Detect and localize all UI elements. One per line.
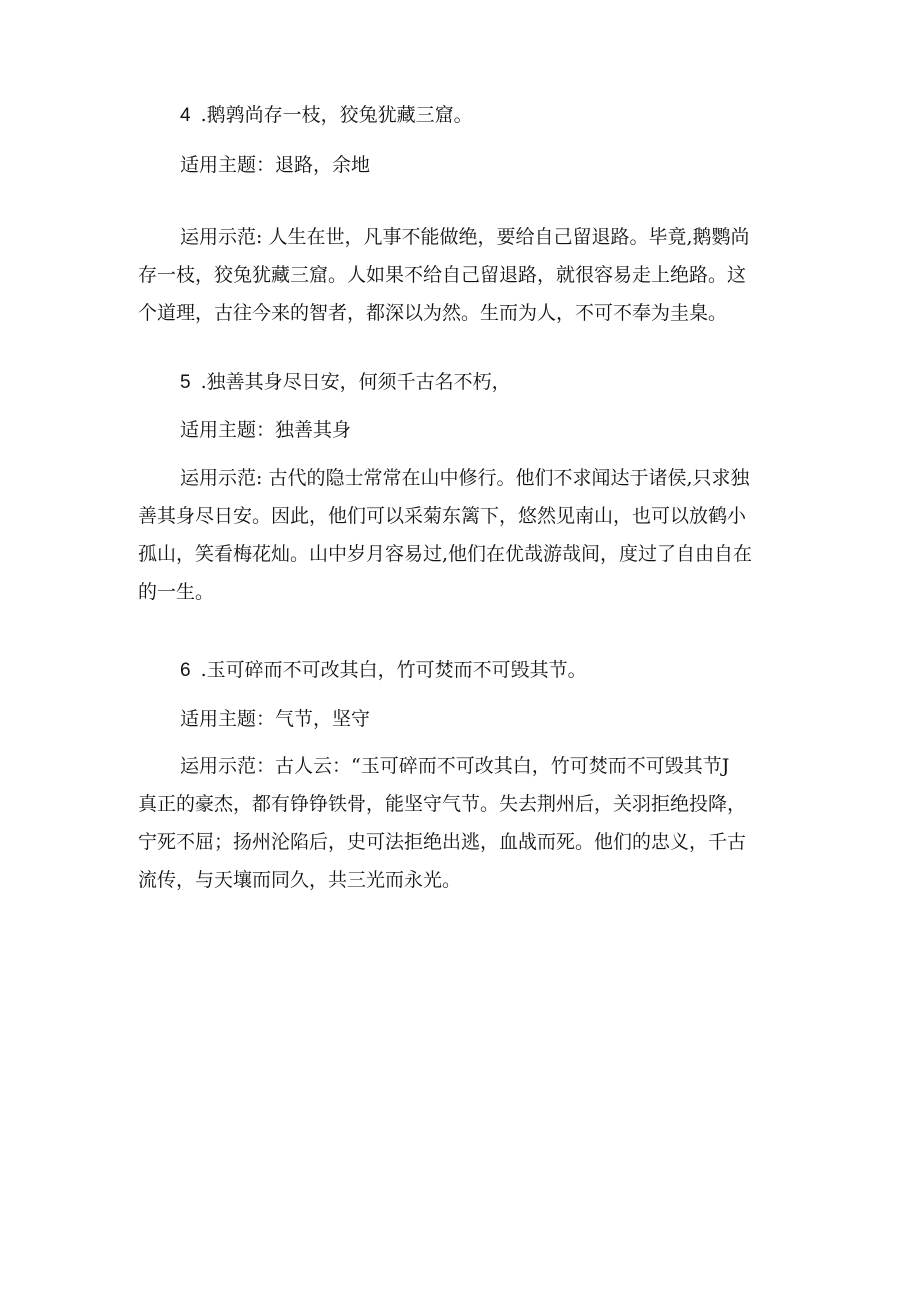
example-line: 善其身尽日安。因此，他们可以采菊东篱下，悠然见南山，也可以放鹤小: [138, 505, 747, 527]
item-title-text: .鹅鹑尚存一枝，狡兔犹藏三窟。: [200, 104, 473, 126]
example-line: 流传，与天壤而同久，共三光而永光。: [138, 869, 462, 891]
item-number: 4: [180, 105, 191, 126]
item-5-title: [138, 363, 788, 402]
item-6-example: [138, 747, 788, 899]
item-number: 5: [180, 372, 191, 393]
item-4-title: [138, 96, 788, 135]
example-line: 宁死不屈；扬州沦陷后，史可法拒绝出逃，血战而死。他们的忠义，千古: [138, 831, 747, 853]
item-title-text: .独善其身尽日安，何须千古名不朽，: [200, 371, 511, 393]
item-5-example: [138, 459, 788, 611]
example-line: 存一枝，狡兔犹藏三窟。人如果不给自己留退路，就很容易走上绝路。这: [138, 264, 747, 286]
item-6-theme: 适用主题：气节，坚守: [180, 708, 371, 730]
example-line: 的一生。: [138, 581, 215, 603]
item-title-text: .玉可碎而不可改其白，竹可焚而不可毁其节。: [200, 659, 587, 681]
example-line: 孤山，笑看梅花灿。山中岁月容易过,他们在优哉游哉间，度过了自由自在: [138, 543, 753, 565]
example-line: 运用示范：古人云：“玉可碎而不可改其白，竹可焚而不可毁其节J: [180, 755, 730, 777]
item-number: 6: [180, 660, 191, 681]
item-6-title: [138, 651, 788, 690]
example-line: 运用示范: 古代的隐士常常在山中修行。他们不求闻达于诸侯,只求独: [180, 467, 750, 489]
item-4-example: [138, 218, 788, 332]
item-5-theme: 适用主题：独善其身: [180, 419, 352, 441]
example-line: 真正的豪杰，都有铮铮铁骨，能坚守气节。失去荆州后，关羽拒绝投降，: [138, 793, 747, 815]
example-line: 个道理，古往今来的智者，都深以为然。生而为人，不可不奉为圭臬。: [138, 302, 728, 324]
example-line: 运用示范: 人生在世，凡事不能做绝，要给自己留退路。毕竟,鹅鹦尚: [180, 226, 750, 248]
item-4-theme: 适用主题：退路，余地: [180, 154, 371, 176]
